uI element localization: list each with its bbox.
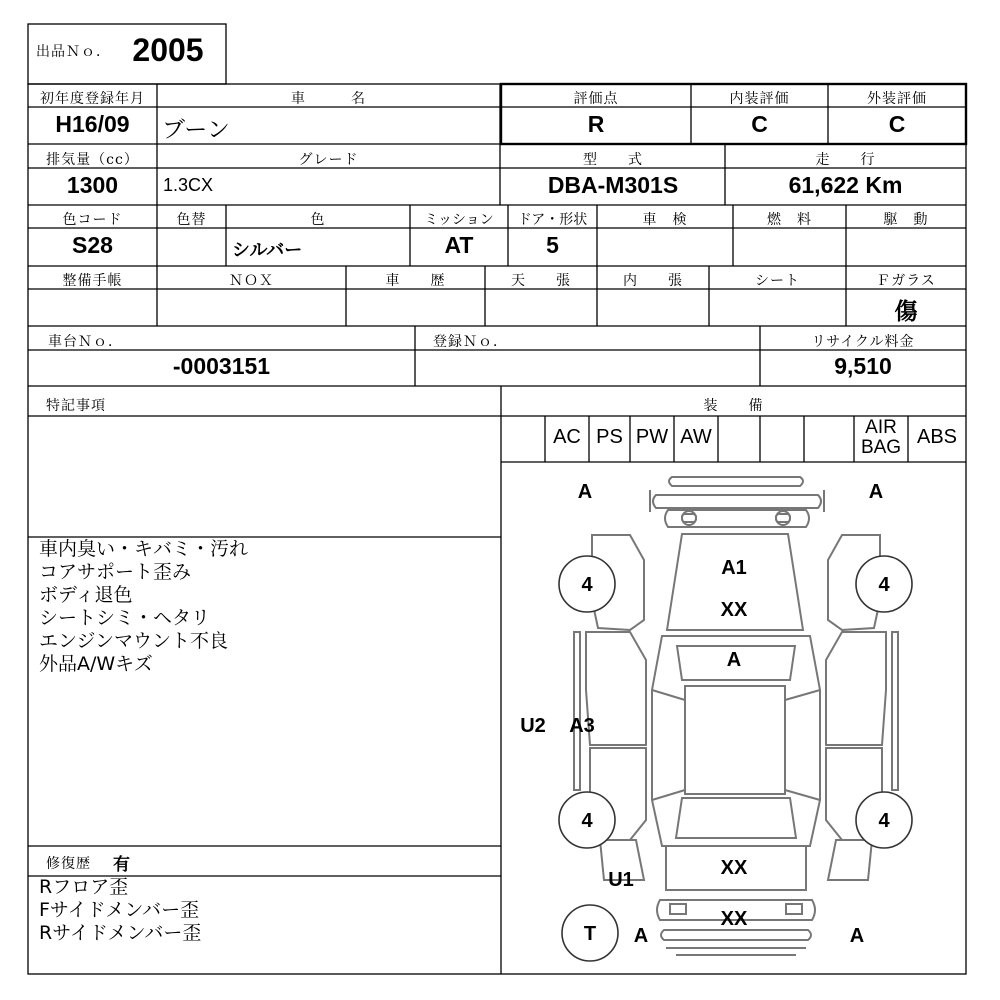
- interior-cover-label: 内 張: [623, 273, 683, 289]
- displacement-value: 1300: [66, 172, 119, 198]
- roof-label: 天 張: [511, 273, 571, 289]
- mark-trunk: XX: [720, 857, 748, 879]
- equipment-item-ps: PS: [596, 426, 623, 448]
- mark-tire-rl: 4: [581, 810, 593, 832]
- mark-left-side-1: U2: [520, 715, 546, 737]
- f-glass-label: Ｆガラス: [876, 273, 936, 289]
- note-line: エンジンマウント不良: [39, 630, 229, 652]
- note-line: シートシミ・ヘタリ: [39, 607, 211, 629]
- lot-label: 出品Ｎｏ．: [36, 44, 111, 60]
- recycle-label: リサイクル料金: [811, 334, 915, 350]
- model-value: DBA-M301S: [547, 172, 679, 198]
- color-code-value: S28: [72, 232, 113, 258]
- mark-spare-tire: T: [583, 923, 597, 945]
- car-name-label: 車 名: [291, 91, 366, 107]
- equipment-item-airbag: AIR BAG: [860, 417, 902, 458]
- mark-front-bumper-left: A: [577, 481, 593, 503]
- equipment-item-pw: PW: [635, 426, 669, 448]
- mark-left-side-2: A3: [569, 715, 595, 737]
- registration-label: 登録Ｎｏ．: [433, 334, 508, 350]
- color-value: シルバー: [232, 240, 303, 260]
- door-label: ドア・形状: [517, 212, 588, 228]
- drive-label: 駆 動: [883, 212, 929, 228]
- reg-year-label: 初年度登録年月: [40, 91, 145, 107]
- seat-label: シート: [755, 273, 800, 289]
- notes-label: 特記事項: [46, 398, 106, 414]
- mark-rear-bumper-right: A: [849, 925, 865, 947]
- door-value: 5: [546, 232, 559, 258]
- exterior-label: 外装評価: [867, 91, 927, 107]
- mark-tire-fl: 4: [581, 574, 593, 596]
- recycle-value: 9,510: [834, 353, 892, 379]
- grade-value: 1.3CX: [163, 175, 214, 195]
- interior-value: C: [751, 111, 768, 137]
- displacement-label: 排気量（cc）: [46, 152, 139, 168]
- history-label: 車 歴: [385, 273, 446, 289]
- mileage-value: 61,622 Km: [788, 172, 903, 198]
- mileage-label: 走 行: [815, 152, 876, 168]
- lot-number: 2005: [132, 32, 204, 68]
- equipment-item-ac: AC: [553, 426, 581, 448]
- mission-value: AT: [444, 232, 474, 258]
- equipment-item-aw: AW: [680, 426, 712, 448]
- mark-tire-rr: 4: [878, 810, 890, 832]
- exterior-value: C: [888, 111, 906, 137]
- grade-label: グレード: [298, 152, 359, 168]
- mark-front-bumper-right: A: [868, 481, 884, 503]
- mark-hood-1: A1: [721, 557, 747, 579]
- mark-tire-fr: 4: [878, 574, 890, 596]
- note-line: コアサポート歪み: [39, 561, 192, 583]
- note-line: ボディ退色: [39, 584, 133, 606]
- chassis-label: 車台Ｎｏ．: [48, 334, 123, 350]
- maintenance-label: 整備手帳: [62, 273, 123, 289]
- color-label: 色: [310, 212, 326, 228]
- repair-line: Rフロア歪: [39, 876, 129, 898]
- mark-roof: A: [726, 649, 742, 671]
- mark-rear-left: U1: [608, 869, 634, 891]
- score-label: 評価点: [573, 91, 619, 107]
- equipment-item-abs: ABS: [916, 426, 958, 448]
- mission-label: ミッション: [424, 212, 494, 228]
- inspection-label: 車 検: [642, 212, 688, 228]
- repair-line: Rサイドメンバー歪: [39, 922, 202, 944]
- equipment-label: 装 備: [703, 398, 764, 414]
- note-line: 外品A/Wキズ: [39, 653, 153, 675]
- f-glass-value: 傷: [894, 298, 918, 324]
- interior-label: 内装評価: [729, 91, 790, 107]
- repair-list: [39, 876, 201, 945]
- repair-line: Fサイドメンバー歪: [39, 899, 200, 921]
- color-change-label: 色替: [176, 212, 207, 228]
- mark-rear-bumper: XX: [720, 908, 748, 930]
- model-label: 型 式: [583, 152, 643, 168]
- repair-value: 有: [113, 855, 130, 874]
- note-line: 車内臭い・キバミ・汚れ: [39, 538, 249, 560]
- mark-hood-2: XX: [720, 599, 748, 621]
- score-value: R: [587, 111, 605, 137]
- notes-list: [39, 538, 248, 676]
- nox-label: ＮＯＸ: [229, 273, 274, 289]
- fuel-label: 燃 料: [767, 212, 812, 228]
- repair-label: 修復歴: [46, 856, 91, 872]
- color-code-label: 色コード: [62, 212, 123, 228]
- chassis-value: -0003151: [172, 353, 271, 379]
- mark-rear-bumper-left: A: [633, 925, 649, 947]
- car-name-value: ブーン: [162, 116, 230, 142]
- reg-year-value: H16/09: [55, 111, 130, 137]
